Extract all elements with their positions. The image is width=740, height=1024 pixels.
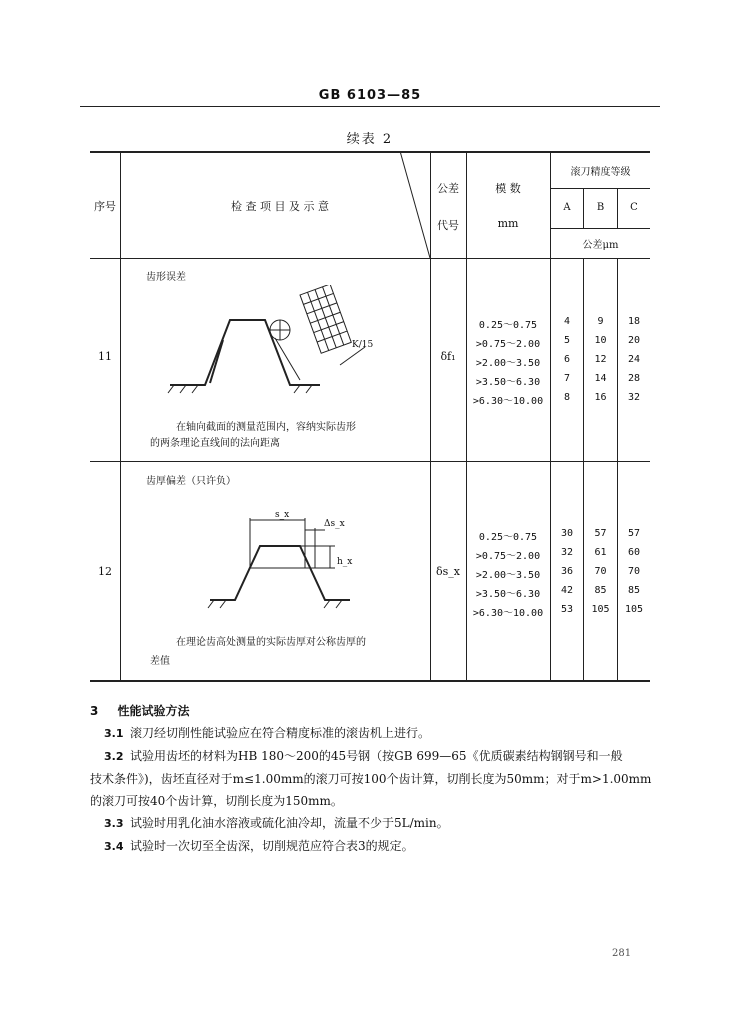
- tolerance-value: 9: [597, 316, 604, 327]
- row-12-note-2: 差值: [150, 656, 170, 667]
- header-diagonal: [400, 151, 430, 258]
- section-3-body: [90, 722, 660, 858]
- tolerance-value: 8: [563, 392, 571, 403]
- module-range: 0.25～0.75: [478, 320, 538, 331]
- tolerance-value: 20: [627, 335, 641, 346]
- clause-number: 3.3: [104, 817, 124, 830]
- tolerance-value: 10: [594, 335, 607, 346]
- tolerance-value: 6: [563, 354, 571, 365]
- row-12-label-s: s_x: [275, 510, 290, 520]
- header-rule: [80, 106, 660, 107]
- row-11-seq: 11: [98, 350, 112, 363]
- tolerance-value: 32: [627, 392, 641, 403]
- clause-3-2: [90, 745, 660, 768]
- tolerance-value: 30: [560, 528, 574, 539]
- clause-text: 试验时用乳化油水溶液或硫化油冷却，流量不少于5L/min。: [130, 816, 449, 830]
- page-number: 281: [612, 948, 632, 959]
- tolerance-value: 24: [627, 354, 641, 365]
- tolerance-value: 105: [591, 604, 610, 615]
- clause-number: 3.4: [104, 840, 124, 853]
- row-12-seq: 12: [98, 565, 112, 578]
- tolerance-value: 14: [594, 373, 607, 384]
- table-top-rule: [90, 151, 650, 153]
- header-module-bottom: mm: [497, 217, 519, 230]
- row-11-diagram-label: K/15: [352, 340, 374, 350]
- tolerance-value: 5: [563, 335, 571, 346]
- row-11-grade-b: [584, 316, 617, 411]
- header-tolerance-unit: 公差μm: [582, 240, 619, 251]
- clause-text: 滚刀经切削性能试验应在符合精度标准的滚齿机上进行。: [130, 726, 431, 740]
- header-grade-a: A: [563, 202, 571, 213]
- module-range: 0.25～0.75: [478, 532, 538, 543]
- module-range: >6.30～10.00: [472, 396, 544, 407]
- module-range: >0.75～2.00: [475, 551, 541, 562]
- row-12-grade-a: [551, 528, 583, 623]
- grade-letters-rule: [551, 228, 650, 229]
- row-12-symbol: δs_x: [436, 565, 460, 578]
- module-range: >3.50～6.30: [475, 589, 541, 600]
- tolerance-value: 28: [627, 373, 641, 384]
- tolerance-value: 32: [560, 547, 574, 558]
- tolerance-value: 16: [594, 392, 607, 403]
- header-module-top: 模 数: [495, 182, 521, 195]
- tolerance-value: 7: [563, 373, 571, 384]
- header-item: 检 查 项 目 及 示 意: [231, 200, 329, 213]
- module-range: >2.00～3.50: [475, 358, 541, 369]
- tolerance-value: 57: [594, 528, 607, 539]
- clause-3-3: [90, 812, 660, 835]
- tolerance-value: 70: [627, 566, 641, 577]
- tolerance-value: 70: [594, 566, 607, 577]
- header-grade-c: C: [630, 202, 638, 213]
- tolerance-value: 42: [560, 585, 574, 596]
- section-number: 3: [90, 704, 99, 718]
- clause-3-4: [90, 835, 660, 858]
- module-range: >3.50～6.30: [475, 377, 541, 388]
- clause-number: 3.1: [104, 727, 124, 740]
- document-header: GB 6103—85: [318, 88, 422, 103]
- tolerance-value: 85: [594, 585, 607, 596]
- table-header-rule: [90, 258, 650, 259]
- header-symbol-top: 公差: [437, 182, 459, 195]
- clause-3-2-line-3: 的滚刀可按40个齿计算，切削长度为150mm。: [90, 794, 343, 808]
- tolerance-value: 85: [627, 585, 641, 596]
- tolerance-value: 18: [627, 316, 641, 327]
- tolerance-value: 12: [594, 354, 607, 365]
- tolerance-value: 36: [560, 566, 574, 577]
- row-11-note-2: 的两条理论直线间的法向距离: [150, 438, 280, 449]
- module-range: >2.00～3.50: [475, 570, 541, 581]
- clause-number: 3.2: [104, 750, 124, 763]
- tolerance-value: 57: [627, 528, 641, 539]
- row-11-title: 齿形误差: [146, 272, 186, 283]
- tolerance-value: 53: [560, 604, 574, 615]
- row-12-label-ds: Δs_x: [324, 519, 345, 529]
- clause-3-2-line-2: 技术条件》)，齿坯直径对于m≤1.00mm的滚刀可按100个齿计算，切削长度为50mm；对于m>1.00mm: [90, 772, 652, 786]
- row-12-grade-c: [618, 528, 650, 623]
- table-row-rule: [90, 461, 650, 462]
- header-grade-b: B: [596, 202, 605, 213]
- module-range: >0.75～2.00: [475, 339, 541, 350]
- row-12-label-h: h_x: [337, 557, 353, 567]
- clause-text: 试验用齿坯的材料为HB 180～200的45号钢（按GB 699—65《优质碳素结构钢钢号和一般: [130, 749, 623, 763]
- header-seq: 序号: [94, 200, 116, 213]
- clause-text: 试验时一次切至全齿深，切削规范应符合表3的规定。: [130, 839, 414, 853]
- section-3-heading: [90, 700, 189, 719]
- clause-3-1: [90, 722, 660, 745]
- row-11-modules: [466, 316, 550, 411]
- tolerance-value: 61: [594, 547, 607, 558]
- table-bottom-rule: [90, 680, 650, 682]
- row-12-grade-b: [584, 528, 617, 623]
- section-title: 性能试验方法: [117, 704, 190, 718]
- header-grade-title: 滚刀精度等级: [570, 167, 631, 178]
- row-11-note-1: 在轴向截面的测量范围内，容纳实际齿形: [176, 422, 356, 433]
- table-caption: 续表 2: [346, 132, 394, 147]
- tolerance-value: 105: [624, 604, 644, 615]
- grade-title-rule: [551, 188, 650, 189]
- row-12-modules: [466, 528, 550, 623]
- module-range: >6.30～10.00: [472, 608, 544, 619]
- row-12-note-1: 在理论齿高处测量的实际齿厚对公称齿厚的: [176, 637, 366, 648]
- tolerance-value: 4: [563, 316, 571, 327]
- tolerance-value: 60: [627, 547, 641, 558]
- row-11-symbol: δf₁: [440, 350, 456, 363]
- row-11-grade-c: [618, 316, 650, 411]
- row-11-grade-a: [551, 316, 583, 411]
- header-symbol-bottom: 代号: [437, 219, 459, 232]
- col-divider-seq: [120, 151, 121, 681]
- row-12-title: 齿厚偏差（只许负）: [146, 476, 236, 487]
